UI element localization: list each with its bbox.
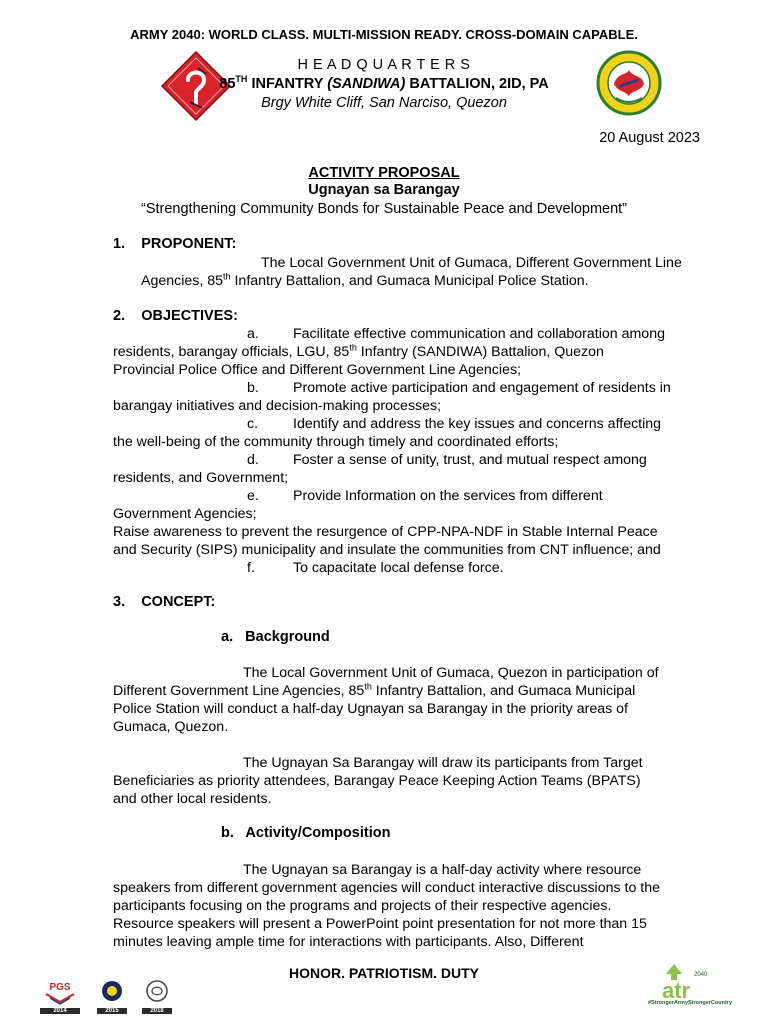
atr-text: atr — [662, 978, 691, 1002]
background-paragraph-1 — [113, 664, 700, 736]
objective-a-line-3: Provincial Police Office and Different Government Line Agencies; — [113, 362, 521, 378]
background-p1-line-1: The Local Government Unit of Gumaca, Quezon in participation of — [243, 665, 659, 681]
objective-b — [113, 379, 700, 415]
section-objectives-body — [113, 325, 700, 577]
activity-p1-line-1: The Ugnayan sa Barangay is a half-day activity where resource — [243, 862, 642, 878]
proponent-line-1: The Local Government Unit of Gumaca, Different Government Line — [261, 255, 682, 271]
objective-a-line-2-sup: th — [349, 342, 357, 353]
unit-name-pre: INFANTRY — [247, 76, 328, 92]
background-p1-line-2b: Infantry Battalion, and Gumaca Municipal — [371, 683, 636, 699]
unit-name — [0, 76, 768, 92]
objective-a-letter: a. — [247, 326, 259, 342]
objective-d-letter: d. — [247, 452, 259, 468]
badge-year-2014: 2014 — [40, 1008, 80, 1014]
background-p1-line-2a: Different Government Line Agencies, 85 — [113, 683, 365, 699]
proponent-line-2b: Infantry Battalion, and Gumaca Municipal Police Station. — [230, 273, 589, 289]
objective-d — [113, 451, 700, 487]
objective-e-line-2: Government Agencies; — [113, 506, 257, 522]
objective-a-line-1: Facilitate effective communication and collaboration among — [293, 326, 665, 342]
proponent-line-2-sup: th — [223, 271, 231, 282]
subsection-activity-heading: b. Activity/Composition — [221, 825, 391, 841]
section-objectives-heading: 2. OBJECTIVES: — [113, 308, 238, 324]
background-p1-line-2 — [113, 682, 700, 700]
atr-logo — [640, 962, 740, 1012]
document-date: 20 August 2023 — [599, 130, 700, 146]
objective-e — [113, 487, 700, 523]
objective-a-line-2b: Infantry (SANDIWA) Battalion, Quezon — [356, 344, 604, 360]
unit-name-post: BATTALION, 2ID, PA — [405, 76, 549, 92]
objective-b-line-2: barangay initiatives and decision-making processes; — [113, 398, 442, 414]
objective-f-line-1: To capacitate local defense force. — [293, 560, 504, 576]
proponent-line-2 — [113, 272, 696, 290]
unit-address: Brgy White Cliff, San Narciso, Quezon — [261, 95, 507, 111]
activity-p1-line-2: speakers from different government agencies will conduct interactive discussions to the — [113, 880, 661, 896]
section-proponent-body — [113, 254, 696, 290]
activity-paragraph-1 — [113, 861, 700, 951]
background-p1-line-2-sup: th — [364, 681, 372, 692]
activity-p1-line-5: minutes leaving ample time for interactions with participants. Also, Different — [113, 934, 584, 950]
atr-hashtag: #StrongerArmyStrongerCountry — [647, 1000, 733, 1006]
background-p1-line-3: Police Station will conduct a half-day Ugnayan sa Barangay in the priority areas of — [113, 701, 628, 717]
footer-motto: HONOR. PATRIOTISM. DUTY — [288, 965, 480, 981]
objective-e-letter: e. — [247, 488, 259, 504]
section-proponent-heading: 1. PROPONENT: — [113, 236, 237, 252]
objective-f — [113, 559, 700, 577]
objective-c — [113, 415, 700, 451]
pgs-badge-logo — [40, 978, 80, 1018]
atr-year: 2040 — [694, 972, 708, 978]
background-p1-line-4: Gumaca, Quezon. — [113, 719, 229, 735]
background-p2-line-1: The Ugnayan Sa Barangay will draw its participants from Target — [243, 755, 643, 771]
army-motto: ARMY 2040: WORLD CLASS. MULTI-MISSION READY. CROSS-DOMAIN CAPABLE. — [130, 27, 638, 42]
objective-c-letter: c. — [247, 416, 259, 432]
objective-e-line-1: Provide Information on the services from different — [293, 488, 603, 504]
badge-year-2015: 2015 — [97, 1008, 127, 1014]
section-concept-heading: 3. CONCEPT: — [113, 594, 216, 610]
objective-raise-line-2: and Security (SIPS) municipality and insulate the communities from CNT influence; and — [113, 542, 661, 558]
headquarters-heading: H E A D Q U A R T E R S — [297, 57, 471, 73]
objective-d-line-2: residents, and Government; — [113, 470, 289, 486]
objective-c-line-1: Identify and address the key issues and concerns affecting — [293, 416, 662, 432]
objective-raise-awareness — [113, 523, 700, 559]
document-subtitle: Ugnayan sa Barangay — [308, 182, 460, 198]
unit-number: 85 — [219, 76, 236, 92]
background-p2-line-3: and other local residents. — [113, 791, 272, 807]
activity-p1-line-4: Resource speakers will present a PowerPoint point presentation for not more than 15 — [113, 916, 647, 932]
objective-c-line-2: the well-being of the community through timely and coordinated efforts; — [113, 434, 559, 450]
objective-b-letter: b. — [247, 380, 259, 396]
document-tagline: “Strengthening Community Bonds for Sustainable Peace and Development” — [140, 201, 628, 217]
objective-a-line-2 — [113, 343, 700, 361]
governance-badge-logo-2 — [142, 978, 172, 1018]
objective-f-letter: f. — [247, 560, 255, 576]
proponent-line-2a: Agencies, 85 — [141, 273, 224, 289]
objective-b-line-1: Promote active participation and engagement of residents in — [293, 380, 671, 396]
objective-a-line-2a: residents, barangay officials, LGU, 85 — [113, 344, 350, 360]
objective-d-line-1: Foster a sense of unity, trust, and mutual respect among — [293, 452, 647, 468]
unit-number-suffix: TH — [235, 74, 248, 85]
badge-year-2018: 2018 — [142, 1008, 172, 1014]
background-p2-line-2: Beneficiaries as priority attendees, Barangay Peace Keeping Action Teams (BPATS) — [113, 773, 641, 789]
objective-a — [113, 325, 700, 379]
background-paragraph-2 — [113, 754, 700, 808]
unit-nickname: (SANDIWA) — [327, 76, 406, 92]
pgs-text: PGS — [49, 982, 71, 993]
objective-raise-line-1: Raise awareness to prevent the resurgence of CPP-NPA-NDF in Stable Internal Peace — [113, 524, 658, 540]
subsection-background-heading: a. Background — [221, 629, 330, 645]
document-title: ACTIVITY PROPOSAL — [308, 165, 460, 181]
activity-p1-line-3: participants focusing on the programs and projects of their respective agencies. — [113, 898, 612, 914]
governance-badge-logo — [97, 978, 127, 1018]
